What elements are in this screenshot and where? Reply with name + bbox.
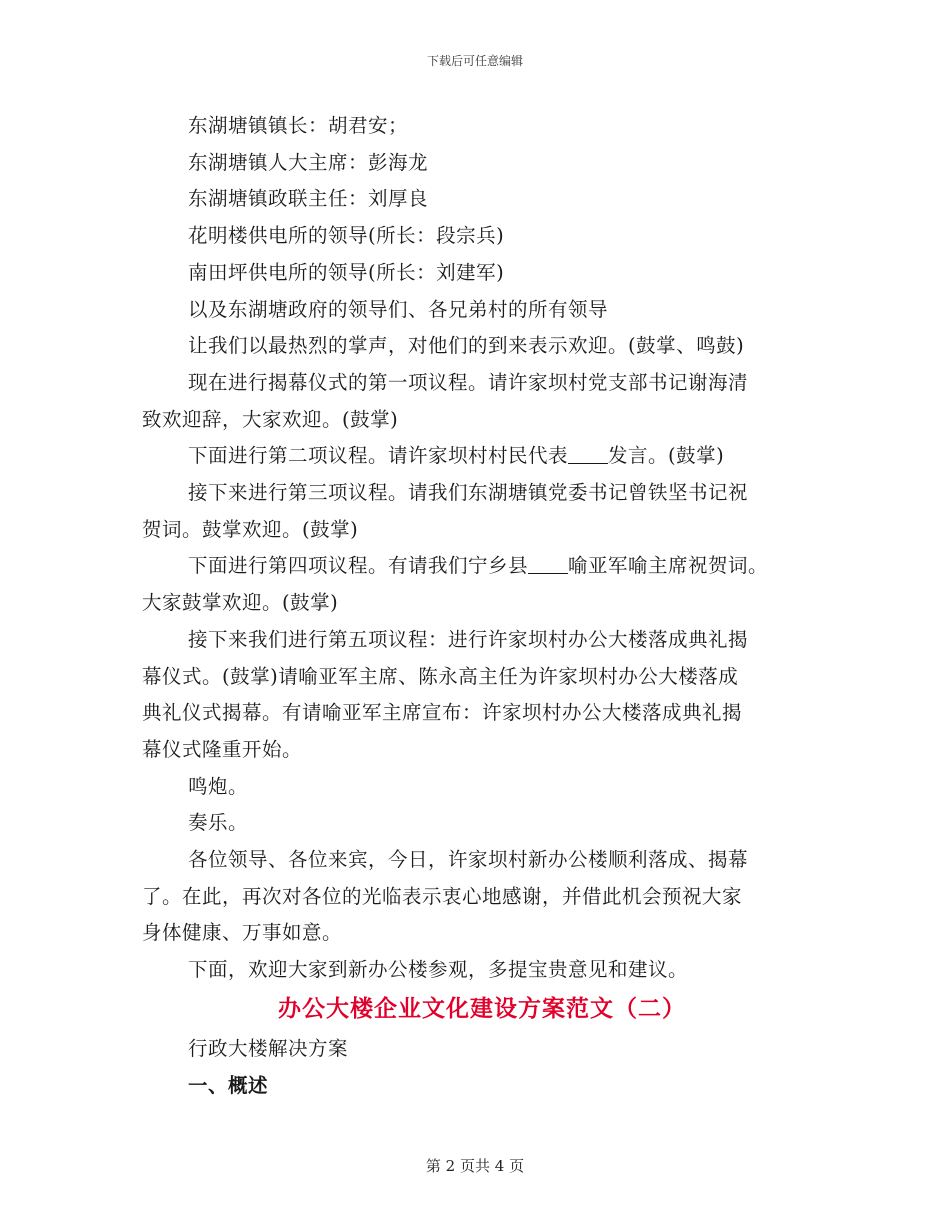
paragraph: 下面，欢迎大家到新办公楼参观，多提宝贵意见和建议。 — [188, 958, 689, 982]
page-footer: 第 2 页共 4 页 — [425, 1157, 525, 1175]
page-header: 下载后可任意编辑 — [426, 54, 523, 68]
line: 幕仪式隆重开始。 — [142, 737, 303, 761]
line: 典礼仪式揭幕。有请喻亚军主席宣布：许家坝村办公大楼落成典礼揭 — [142, 701, 743, 725]
line: 贺词。鼓掌欢迎。(鼓掌) — [142, 517, 359, 541]
heading-overview: 一、概述 — [188, 1073, 269, 1097]
text: 发言。(鼓掌) — [608, 444, 725, 468]
paragraph: 花明楼供电所的领导(所长：段宗兵) — [188, 224, 505, 248]
line — [142, 548, 822, 585]
line: 大家鼓掌欢迎。(鼓掌) — [142, 591, 339, 615]
line: 接下来我们进行第五项议程：进行许家坝村办公大楼落成典礼揭 — [188, 627, 749, 651]
line: 现在进行揭幕仪式的第一项议程。请许家坝村党支部书记谢海清 — [188, 370, 749, 394]
text: 喻亚军喻主席祝贺词。 — [568, 554, 769, 578]
paragraph: 奏乐。 — [188, 811, 249, 835]
line: 身体健康、万事如意。 — [142, 921, 343, 945]
blank-underline — [568, 445, 608, 464]
document-body — [142, 108, 822, 1104]
paragraph-agenda-1 — [142, 365, 822, 438]
paragraph-agenda-2 — [142, 438, 822, 475]
paragraph-agenda-4 — [142, 548, 822, 621]
line: 各位领导、各位来宾，今日，许家坝村新办公楼顺利落成、揭幕 — [188, 848, 749, 872]
blank-underline — [528, 555, 568, 574]
text: 下面进行第二项议程。请许家坝村村民代表 — [188, 444, 569, 468]
paragraph: 让我们以最热烈的掌声，对他们的到来表示欢迎。(鼓掌、鸣鼓) — [188, 334, 745, 358]
line: 致欢迎辞，大家欢迎。(鼓掌) — [142, 407, 399, 431]
line: 幕仪式。(鼓掌)请喻亚军主席、陈永高主任为许家坝村办公大楼落成 — [142, 664, 739, 688]
subtitle: 行政大楼解决方案 — [188, 1036, 349, 1060]
paragraph: 鸣炮。 — [188, 774, 249, 798]
text: 下面进行第四项议程。有请我们宁乡县 — [188, 554, 529, 578]
paragraph-agenda-5 — [142, 622, 822, 769]
line: 接下来进行第三项议程。请我们东湖塘镇党委书记曾铁坚书记祝 — [188, 481, 749, 505]
section-title: 办公大楼企业文化建设方案范文（二） — [278, 994, 686, 1022]
paragraph: 东湖塘镇政联主任：刘厚良 — [188, 187, 429, 211]
line: 了。在此，再次对各位的光临表示衷心地感谢，并借此机会预祝大家 — [142, 884, 743, 908]
paragraph: 东湖塘镇人大主席：彭海龙 — [188, 150, 429, 174]
paragraph: 南田坪供电所的领导(所长：刘建军) — [188, 260, 505, 284]
paragraph: 东湖塘镇镇长：胡君安； — [188, 114, 409, 137]
paragraph-agenda-3 — [142, 475, 822, 548]
paragraph-thanks — [142, 842, 822, 952]
paragraph: 以及东湖塘政府的领导们、各兄弟村的所有领导 — [188, 297, 609, 321]
